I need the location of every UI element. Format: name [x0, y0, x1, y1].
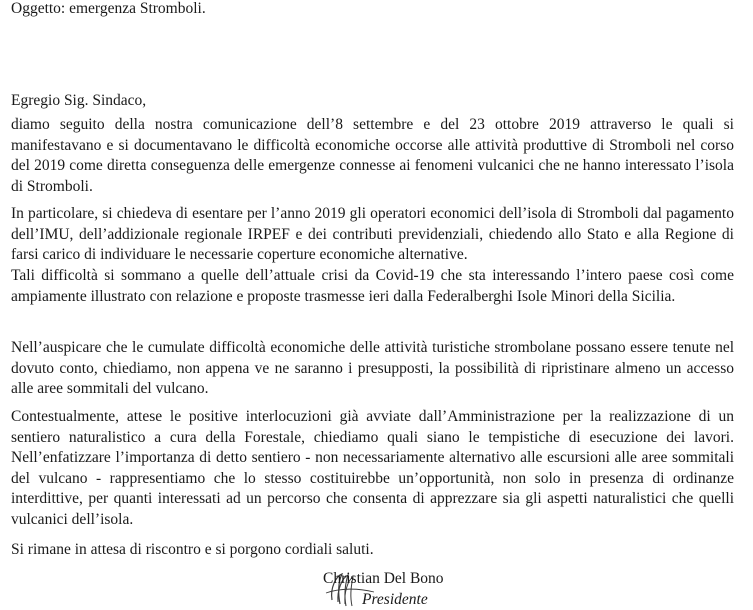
paragraph-summit-access: Nell’auspicare che le cumulate difficoltà economiche delle attività turistiche strombolane possano essere tenute nel dovuto conto, chiediamo, non appena ve ne saranno i presupposti, la possibilità di ripristinare almeno un accesso alle aree sommitali del vulcano. — [11, 339, 734, 398]
signer-name: Christian Del Bono — [323, 570, 444, 587]
paragraph-covid: Tali difficoltà si sommano a quelle dell’attuale crisi da Covid-19 che sta interessando l’intero paese così come ampiamente illustrato con relazione e proposte trasmesse ieri dalla Federalberghi Isole Minori della Sicilia. — [11, 267, 734, 305]
greeting: Egregio Sig. Sindaco, — [11, 92, 147, 109]
subject-line: Oggetto: emergenza Stromboli. — [11, 0, 206, 17]
closing-line: Si rimane in attesa di riscontro e si porgono cordiali saluti. — [11, 541, 374, 558]
paragraph-nature-trail: Contestualmente, attese le positive interlocuzioni già avviate dall’Amministrazione per la realizzazione di un sentiero naturalistico a cura della Forestale, chiediamo quali siano le tempistiche di esecuzione dei lavori. Nell’enfatizzare l’importanza di detto sentiero - non necessariamente alternativo alle escursioni alle aree sommitali del vulcano - rappresentiamo che lo stesso costituirebbe un’opportunità, non solo in presenza di ordinanze interdittive, per quanti interessati ad un percorso che consenta di apprezzare sia gli aspetti naturalistici che quelli vulcanici dell’isola. — [11, 408, 734, 528]
signer-role: Presidente — [362, 591, 428, 608]
paragraph-intro: diamo seguito della nostra comunicazione dell’8 settembre e del 23 ottobre 2019 attraverso le quali si manifestavano e si documentavano le difficoltà economiche occorse alle attività produttive di Stromboli nel corso del 2019 come diretta conseguenza delle emergenze connesse ai fenomeni vulcanici che ne hanno interessato l’isola di Stromboli. — [11, 116, 734, 195]
paragraph-tax-exemption: In particolare, si chiedeva di esentare per l’anno 2019 gli operatori economici dell’isola di Stromboli dal pagamento dell’IMU, dell’addizionale regionale IRPEF e dei contributi previdenziali, chiedendo allo Stato e alla Regione di farsi carico di individuare le necessarie coperture economiche alternative. — [11, 205, 734, 264]
